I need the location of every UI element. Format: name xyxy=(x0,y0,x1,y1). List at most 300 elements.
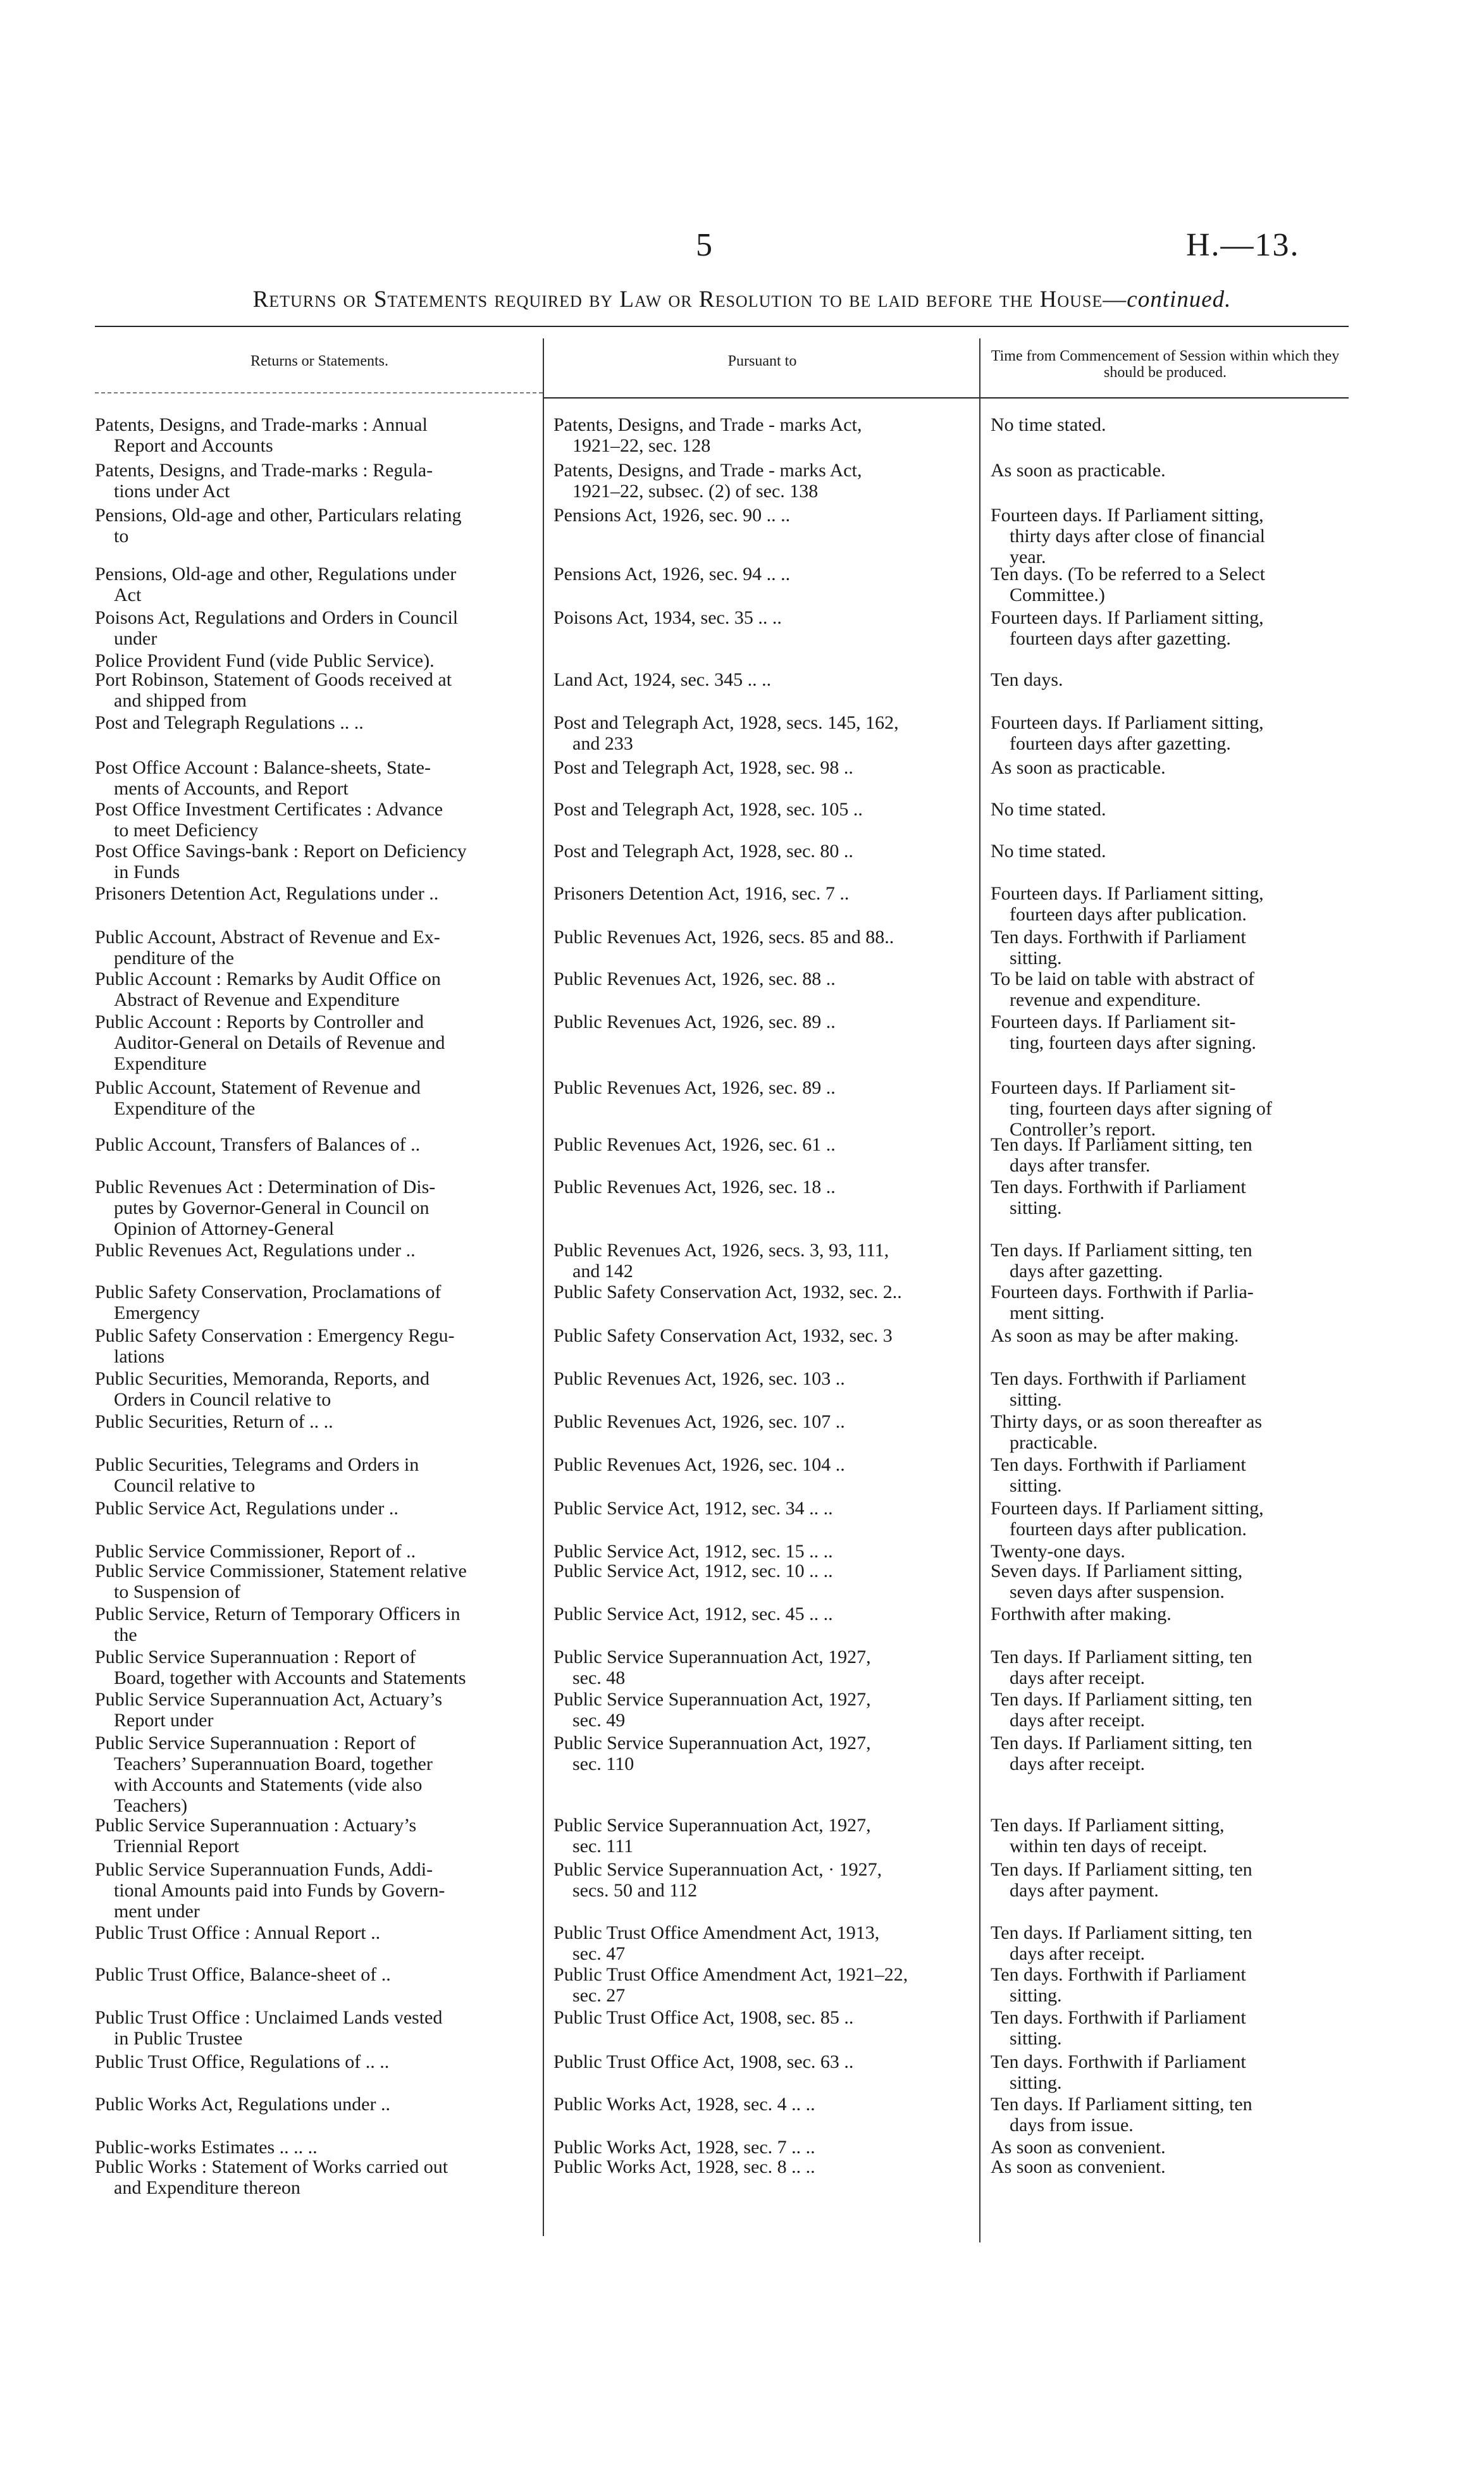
cell-line: Ten days. If Parliament sitting, ten xyxy=(991,2094,1252,2115)
pursuant-cell xyxy=(553,712,971,754)
cell-line: Pensions, Old-age and other, Regulations under xyxy=(95,564,457,584)
cell-line: Fourteen days. If Parliament sit- xyxy=(991,1077,1236,1098)
time-cell xyxy=(991,1964,1349,2006)
cell-line: Ten days. Forthwith if Parliament xyxy=(991,1177,1246,1197)
cell-line: No time stated. xyxy=(991,799,1106,820)
cell-line: Ten days. Forthwith if Parliament xyxy=(991,2007,1246,2028)
cell-line: Public Service Act, Regulations under .. xyxy=(95,1498,399,1519)
cell-line: Public Safety Conservation, Proclamations of xyxy=(95,1282,442,1302)
cell-line: seven days after suspension. xyxy=(1010,1581,1225,1602)
cell-line: fourteen days after publication. xyxy=(1010,1519,1247,1540)
cell-line: Public Securities, Return of .. .. xyxy=(95,1411,333,1432)
return-title-cell xyxy=(95,2051,531,2072)
heading-continued: continued. xyxy=(1127,287,1232,312)
return-title-cell xyxy=(95,1240,531,1261)
cell-line: days after payment. xyxy=(1010,1880,1159,1901)
pursuant-cell xyxy=(553,564,971,584)
cell-line: Public Service Act, 1912, sec. 15 .. .. xyxy=(553,1541,833,1562)
cell-line: Ten days. Forthwith if Parliament xyxy=(991,2051,1246,2072)
cell-line: in Funds xyxy=(114,862,180,882)
return-title-cell xyxy=(95,2007,531,2049)
cell-line: Public Safety Conservation Act, 1932, sec. 2.. xyxy=(553,1282,902,1302)
return-title-cell xyxy=(95,927,531,968)
time-cell xyxy=(991,1604,1349,1624)
cell-line: sec. 111 xyxy=(572,1836,634,1857)
cell-line: fourteen days after publication. xyxy=(1010,904,1247,925)
return-title-cell xyxy=(95,1177,531,1239)
return-title-cell xyxy=(95,841,531,882)
return-title-cell xyxy=(95,1859,531,1922)
cell-line: Public Revenues Act, 1926, sec. 103 .. xyxy=(553,1368,845,1389)
cell-line: Pensions Act, 1926, sec. 94 .. .. xyxy=(553,564,791,584)
cell-line: days after transfer. xyxy=(1010,1155,1151,1176)
cell-line: lations xyxy=(114,1346,164,1367)
return-title-cell xyxy=(95,1411,531,1432)
time-cell xyxy=(991,1541,1349,1562)
pursuant-cell xyxy=(553,1077,971,1098)
cell-line: Ten days. If Parliament sitting, ten xyxy=(991,1922,1252,1943)
pursuant-cell xyxy=(553,1964,971,2006)
cell-line: Thirty days, or as soon thereafter as xyxy=(991,1411,1263,1432)
cell-line: Public Revenues Act, 1926, secs. 3, 93, 111, xyxy=(553,1240,889,1261)
cell-line: Patents, Designs, and Trade-marks : Annual xyxy=(95,414,428,435)
pursuant-cell xyxy=(553,1922,971,1964)
cell-line: secs. 50 and 112 xyxy=(572,1880,698,1901)
cell-line: Report under xyxy=(114,1710,214,1731)
cell-line: Public Revenues Act, 1926, sec. 104 .. xyxy=(553,1454,845,1475)
return-title-cell xyxy=(95,1604,531,1645)
cell-line: Public Works Act, 1928, sec. 8 .. .. xyxy=(553,2156,815,2177)
time-cell xyxy=(991,2051,1349,2093)
pursuant-cell xyxy=(553,1282,971,1302)
cell-line: As soon as practicable. xyxy=(991,757,1166,778)
cell-line: Public Revenues Act, 1926, sec. 89 .. xyxy=(553,1011,836,1032)
return-title-cell xyxy=(95,1647,531,1688)
return-title-cell xyxy=(95,2137,531,2158)
return-title-cell xyxy=(95,2094,531,2115)
cell-line: Twenty-one days. xyxy=(991,1541,1125,1562)
return-title-cell xyxy=(95,1561,531,1602)
column-divider-2 xyxy=(979,338,980,2242)
cell-line: Public Revenues Act, 1926, sec. 88 .. xyxy=(553,968,836,989)
cell-line: Post and Telegraph Act, 1928, sec. 105 .. xyxy=(553,799,863,820)
pursuant-cell xyxy=(553,1498,971,1519)
cell-line: As soon as convenient. xyxy=(991,2156,1166,2177)
return-title-cell xyxy=(95,414,531,456)
return-title-cell xyxy=(95,650,531,671)
cell-line: Public Account : Remarks by Audit Office on xyxy=(95,968,441,989)
cell-line: year. xyxy=(1010,547,1046,567)
cell-line: Public Service Superannuation : Actuary’s xyxy=(95,1815,417,1836)
cell-line: Fourteen days. If Parliament sitting, xyxy=(991,607,1264,628)
pursuant-cell xyxy=(553,607,971,628)
return-title-cell xyxy=(95,883,531,904)
cell-line: Land Act, 1924, sec. 345 .. .. xyxy=(553,669,772,690)
cell-line: Police Provident Fund (vide Public Service). xyxy=(95,650,435,671)
cell-line: Public Trust Office, Balance-sheet of .. xyxy=(95,1964,391,1985)
cell-line: Seven days. If Parliament sitting, xyxy=(991,1561,1243,1581)
return-title-cell xyxy=(95,1282,531,1323)
cell-line: Ten days. Forthwith if Parliament xyxy=(991,1368,1246,1389)
time-cell xyxy=(991,1282,1349,1323)
cell-line: Public Works : Statement of Works carried out xyxy=(95,2156,448,2177)
cell-line: sec. 49 xyxy=(572,1710,626,1731)
cell-line: Public Service Superannuation Act, 1927, xyxy=(553,1733,871,1753)
cell-line: Orders in Council relative to xyxy=(114,1389,331,1410)
cell-line: sitting. xyxy=(1010,948,1062,968)
return-title-cell xyxy=(95,1368,531,1410)
return-title-cell xyxy=(95,1498,531,1519)
cell-line: Port Robinson, Statement of Goods received at xyxy=(95,669,452,690)
cell-line: to Suspension of xyxy=(114,1581,241,1602)
cell-line: sitting. xyxy=(1010,1389,1062,1410)
cell-line: to xyxy=(114,526,129,547)
pursuant-cell xyxy=(553,1541,971,1562)
pursuant-cell xyxy=(553,1604,971,1624)
return-title-cell xyxy=(95,2156,531,2198)
cell-line: practicable. xyxy=(1010,1432,1098,1453)
pursuant-cell xyxy=(553,2156,971,2177)
cell-line: days after gazetting. xyxy=(1010,1261,1163,1282)
time-cell xyxy=(991,799,1349,820)
cell-line: Act xyxy=(114,584,142,605)
cell-line: Public Service Superannuation Act, Actuary’s xyxy=(95,1689,443,1710)
pursuant-cell xyxy=(553,1815,971,1857)
cell-line: to meet Deficiency xyxy=(114,820,259,841)
pursuant-cell xyxy=(553,1859,971,1901)
return-title-cell xyxy=(95,1815,531,1857)
return-title-cell xyxy=(95,607,531,649)
return-title-cell xyxy=(95,712,531,733)
cell-line: As soon as practicable. xyxy=(991,460,1166,481)
time-cell xyxy=(991,1134,1349,1176)
cell-line: ting, fourteen days after signing of xyxy=(1010,1098,1272,1119)
cell-line: Expenditure of the xyxy=(114,1098,256,1119)
pursuant-cell xyxy=(553,1689,971,1731)
time-cell xyxy=(991,607,1349,649)
pursuant-cell xyxy=(553,669,971,690)
cell-line: Post and Telegraph Act, 1928, sec. 98 .. xyxy=(553,757,853,778)
return-title-cell xyxy=(95,460,531,502)
cell-line: Public Service Superannuation Act, 1927, xyxy=(553,1647,871,1667)
cell-line: Public Revenues Act, 1926, sec. 61 .. xyxy=(553,1134,836,1155)
time-cell xyxy=(991,712,1349,754)
cell-line: Public Service Act, 1912, sec. 10 .. .. xyxy=(553,1561,833,1581)
cell-line: Public Service Act, 1912, sec. 45 .. .. xyxy=(553,1604,833,1624)
time-cell xyxy=(991,2007,1349,2049)
cell-line: Public Service Superannuation Funds, Addi- xyxy=(95,1859,433,1880)
pursuant-cell xyxy=(553,505,971,526)
time-cell xyxy=(991,927,1349,968)
cell-line: Teachers) xyxy=(114,1795,188,1816)
time-cell xyxy=(991,1325,1349,1346)
cell-line: thirty days after close of financial xyxy=(1010,526,1266,547)
return-title-cell xyxy=(95,1454,531,1496)
cell-line: Public Trust Office Amendment Act, 1921–22, xyxy=(553,1964,908,1985)
cell-line: and 142 xyxy=(572,1261,633,1282)
document-reference: H.—13. xyxy=(1186,227,1300,263)
cell-line: Public Account : Reports by Controller and xyxy=(95,1011,424,1032)
cell-line: sitting. xyxy=(1010,2072,1062,2093)
cell-line: Ten days. If Parliament sitting, ten xyxy=(991,1647,1252,1667)
cell-line: Fourteen days. If Parliament sit- xyxy=(991,1011,1236,1032)
pursuant-cell xyxy=(553,1411,971,1432)
cell-line: sec. 27 xyxy=(572,1985,626,2006)
pursuant-cell xyxy=(553,2007,971,2028)
cell-line: Fourteen days. If Parliament sitting, xyxy=(991,712,1264,733)
header-rule-right xyxy=(543,397,1349,399)
cell-line: under xyxy=(114,628,158,649)
cell-line: Public Service, Return of Temporary Officers in xyxy=(95,1604,461,1624)
cell-line: revenue and expenditure. xyxy=(1010,989,1201,1010)
time-cell xyxy=(991,1815,1349,1857)
top-rule xyxy=(95,326,1349,327)
cell-line: Public Securities, Telegrams and Orders in xyxy=(95,1454,419,1475)
pursuant-cell xyxy=(553,2094,971,2115)
cell-line: Teachers’ Superannuation Board, together xyxy=(114,1753,433,1774)
cell-line: Patents, Designs, and Trade - marks Act, xyxy=(553,460,862,481)
pursuant-cell xyxy=(553,1733,971,1774)
time-cell xyxy=(991,883,1349,925)
return-title-cell xyxy=(95,1325,531,1367)
cell-line: ment under xyxy=(114,1901,200,1922)
return-title-cell xyxy=(95,564,531,605)
cell-line: Expenditure xyxy=(114,1053,207,1074)
cell-line: sec. 48 xyxy=(572,1667,626,1688)
cell-line: Committee.) xyxy=(1010,584,1105,605)
cell-line: Opinion of Attorney-General xyxy=(114,1218,335,1239)
column-divider-1 xyxy=(543,338,544,2236)
cell-line: Board, together with Accounts and Statements xyxy=(114,1667,466,1688)
cell-line: sec. 110 xyxy=(572,1753,634,1774)
time-cell xyxy=(991,1240,1349,1282)
column-header-time: Time from Commencement of Session within which they should be produced. xyxy=(991,348,1340,381)
time-cell xyxy=(991,1498,1349,1540)
pursuant-cell xyxy=(553,2137,971,2158)
cell-line: Public Trust Office, Regulations of .. .. xyxy=(95,2051,390,2072)
cell-line: 1921–22, sec. 128 xyxy=(572,435,711,456)
cell-line: Ten days. If Parliament sitting, xyxy=(991,1815,1225,1836)
time-cell xyxy=(991,1454,1349,1496)
cell-line: and 233 xyxy=(572,733,633,754)
cell-line: days after receipt. xyxy=(1010,1753,1146,1774)
return-title-cell xyxy=(95,1134,531,1155)
cell-line: Forthwith after making. xyxy=(991,1604,1172,1624)
time-cell xyxy=(991,1368,1349,1410)
cell-line: 1921–22, subsec. (2) of sec. 138 xyxy=(572,481,819,502)
cell-line: Public Works Act, 1928, sec. 4 .. .. xyxy=(553,2094,815,2115)
column-header-returns: Returns or Statements. xyxy=(250,353,388,369)
return-title-cell xyxy=(95,757,531,799)
return-title-cell xyxy=(95,968,531,1010)
cell-line: Fourteen days. Forthwith if Parlia- xyxy=(991,1282,1254,1302)
cell-line: Public Trust Office : Annual Report .. xyxy=(95,1922,381,1943)
cell-line: days after receipt. xyxy=(1010,1710,1146,1731)
cell-line: fourteen days after gazetting. xyxy=(1010,628,1231,649)
cell-line: Council relative to xyxy=(114,1475,256,1496)
time-cell xyxy=(991,505,1349,567)
cell-line: Post and Telegraph Act, 1928, sec. 80 .. xyxy=(553,841,853,862)
pursuant-cell xyxy=(553,927,971,948)
time-cell xyxy=(991,460,1349,481)
cell-line: ments of Accounts, and Report xyxy=(114,778,349,799)
cell-line: Public Revenues Act, 1926, secs. 85 and 88.. xyxy=(553,927,894,948)
time-cell xyxy=(991,1177,1349,1218)
page-heading xyxy=(0,286,1484,313)
cell-line: Public-works Estimates .. .. .. xyxy=(95,2137,318,2158)
cell-line: Pensions Act, 1926, sec. 90 .. .. xyxy=(553,505,791,526)
pursuant-cell xyxy=(553,799,971,820)
time-cell xyxy=(991,2156,1349,2177)
time-cell xyxy=(991,968,1349,1010)
cell-line: Public Trust Office Act, 1908, sec. 85 .. xyxy=(553,2007,854,2028)
cell-line: Post and Telegraph Regulations .. .. xyxy=(95,712,364,733)
cell-line: Post and Telegraph Act, 1928, secs. 145, 162, xyxy=(553,712,899,733)
cell-line: Public Trust Office Amendment Act, 1913, xyxy=(553,1922,880,1943)
cell-line: Fourteen days. If Parliament sitting, xyxy=(991,1498,1264,1519)
cell-line: Abstract of Revenue and Expenditure xyxy=(114,989,400,1010)
cell-line: days from issue. xyxy=(1010,2115,1134,2136)
time-cell xyxy=(991,414,1349,435)
pursuant-cell xyxy=(553,1011,971,1032)
pursuant-cell xyxy=(553,414,971,456)
pursuant-cell xyxy=(553,1325,971,1346)
cell-line: Ten days. If Parliament sitting, ten xyxy=(991,1689,1252,1710)
cell-line: Prisoners Detention Act, 1916, sec. 7 .. xyxy=(553,883,850,904)
cell-line: within ten days of receipt. xyxy=(1010,1836,1208,1857)
cell-line: Fourteen days. If Parliament sitting, xyxy=(991,883,1264,904)
return-title-cell xyxy=(95,1964,531,1985)
pursuant-cell xyxy=(553,1177,971,1197)
cell-line: Public Revenues Act, 1926, sec. 107 .. xyxy=(553,1411,845,1432)
cell-line: Public Works Act, Regulations under .. xyxy=(95,2094,390,2115)
cell-line: Post Office Savings-bank : Report on Deficiency xyxy=(95,841,467,862)
cell-line: Poisons Act, Regulations and Orders in Council xyxy=(95,607,459,628)
cell-line: Prisoners Detention Act, Regulations under .. xyxy=(95,883,439,904)
pursuant-cell xyxy=(553,1561,971,1581)
pursuant-cell xyxy=(553,968,971,989)
cell-line: Report and Accounts xyxy=(114,435,273,456)
pursuant-cell xyxy=(553,883,971,904)
cell-line: No time stated. xyxy=(991,414,1106,435)
cell-line: Public Revenues Act, 1926, sec. 18 .. xyxy=(553,1177,836,1197)
cell-line: sitting. xyxy=(1010,1197,1062,1218)
pursuant-cell xyxy=(553,460,971,502)
cell-line: and shipped from xyxy=(114,690,247,711)
cell-line: Public Account, Transfers of Balances of .. xyxy=(95,1134,421,1155)
time-cell xyxy=(991,1077,1349,1140)
time-cell xyxy=(991,2137,1349,2158)
cell-line: Public Revenues Act : Determination of Dis- xyxy=(95,1177,436,1197)
cell-line: Auditor-General on Details of Revenue and xyxy=(114,1032,445,1053)
pursuant-cell xyxy=(553,757,971,778)
cell-line: Controller’s report. xyxy=(1010,1119,1156,1140)
cell-line: days after receipt. xyxy=(1010,1943,1146,1964)
cell-line: with Accounts and Statements (vide also xyxy=(114,1774,423,1795)
column-header-pursuant: Pursuant to xyxy=(727,353,797,369)
pursuant-cell xyxy=(553,1368,971,1389)
cell-line: in Public Trustee xyxy=(114,2028,243,2049)
page-number: 5 xyxy=(696,227,712,263)
cell-line: Public Revenues Act, Regulations under .. xyxy=(95,1240,416,1261)
time-cell xyxy=(991,841,1349,862)
cell-line: Patents, Designs, and Trade - marks Act, xyxy=(553,414,862,435)
cell-line: tions under Act xyxy=(114,481,230,502)
time-cell xyxy=(991,1011,1349,1053)
return-title-cell xyxy=(95,1689,531,1731)
pursuant-cell xyxy=(553,841,971,862)
cell-line: Public Account, Statement of Revenue and xyxy=(95,1077,421,1098)
time-cell xyxy=(991,1689,1349,1731)
cell-line: Ten days. If Parliament sitting, ten xyxy=(991,1733,1252,1753)
cell-line: sitting. xyxy=(1010,2028,1062,2049)
cell-line: As soon as convenient. xyxy=(991,2137,1166,2158)
cell-line: sitting. xyxy=(1010,1985,1062,2006)
time-cell xyxy=(991,564,1349,605)
cell-line: Public Service Superannuation Act, 1927, xyxy=(553,1815,871,1836)
cell-line: Ten days. If Parliament sitting, ten xyxy=(991,1134,1252,1155)
time-cell xyxy=(991,669,1349,690)
cell-line: Public Service Act, 1912, sec. 34 .. .. xyxy=(553,1498,833,1519)
time-cell xyxy=(991,1733,1349,1774)
cell-line: ment sitting. xyxy=(1010,1302,1104,1323)
cell-line: Public Safety Conservation : Emergency Regu- xyxy=(95,1325,455,1346)
pursuant-cell xyxy=(553,1240,971,1282)
pursuant-cell xyxy=(553,1454,971,1475)
cell-line: To be laid on table with abstract of xyxy=(991,968,1254,989)
pursuant-cell xyxy=(553,1647,971,1688)
cell-line: Ten days. If Parliament sitting, ten xyxy=(991,1240,1252,1261)
cell-line: Public Safety Conservation Act, 1932, sec. 3 xyxy=(553,1325,893,1346)
cell-line: sec. 47 xyxy=(572,1943,626,1964)
cell-line: Public Works Act, 1928, sec. 7 .. .. xyxy=(553,2137,815,2158)
return-title-cell xyxy=(95,1733,531,1816)
cell-line: days after receipt. xyxy=(1010,1667,1146,1688)
cell-line: Ten days. Forthwith if Parliament xyxy=(991,1964,1246,1985)
return-title-cell xyxy=(95,1011,531,1074)
cell-line: tional Amounts paid into Funds by Govern- xyxy=(114,1880,445,1901)
header-rule-left xyxy=(95,392,543,393)
heading-main: Returns or Statements required by Law or Resolution to be laid before the House— xyxy=(252,287,1127,312)
cell-line: Public Service Superannuation : Report of xyxy=(95,1733,416,1753)
time-cell xyxy=(991,1922,1349,1964)
cell-line: Pensions, Old-age and other, Particulars relating xyxy=(95,505,462,526)
cell-line: As soon as may be after making. xyxy=(991,1325,1239,1346)
cell-line: fourteen days after gazetting. xyxy=(1010,733,1231,754)
cell-line: Ten days. (To be referred to a Select xyxy=(991,564,1265,584)
cell-line: Emergency xyxy=(114,1302,201,1323)
cell-line: Ten days. Forthwith if Parliament xyxy=(991,1454,1246,1475)
cell-line: Public Securities, Memoranda, Reports, and xyxy=(95,1368,430,1389)
cell-line: and Expenditure thereon xyxy=(114,2177,300,2198)
return-title-cell xyxy=(95,1922,531,1943)
cell-line: Ten days. If Parliament sitting, ten xyxy=(991,1859,1252,1880)
cell-line: Public Service Superannuation Act, 1927, xyxy=(553,1689,871,1710)
time-cell xyxy=(991,1647,1349,1688)
cell-line: Post Office Investment Certificates : Advance xyxy=(95,799,443,820)
cell-line: Public Service Commissioner, Report of .. xyxy=(95,1541,416,1562)
pursuant-cell xyxy=(553,1134,971,1155)
time-cell xyxy=(991,2094,1349,2136)
time-cell xyxy=(991,757,1349,778)
cell-line: Ten days. xyxy=(991,669,1063,690)
cell-line: Patents, Designs, and Trade-marks : Regula- xyxy=(95,460,433,481)
cell-line: sitting. xyxy=(1010,1475,1062,1496)
return-title-cell xyxy=(95,505,531,547)
cell-line: Fourteen days. If Parliament sitting, xyxy=(991,505,1264,526)
cell-line: Post Office Account : Balance-sheets, State- xyxy=(95,757,431,778)
pursuant-cell xyxy=(553,2051,971,2072)
